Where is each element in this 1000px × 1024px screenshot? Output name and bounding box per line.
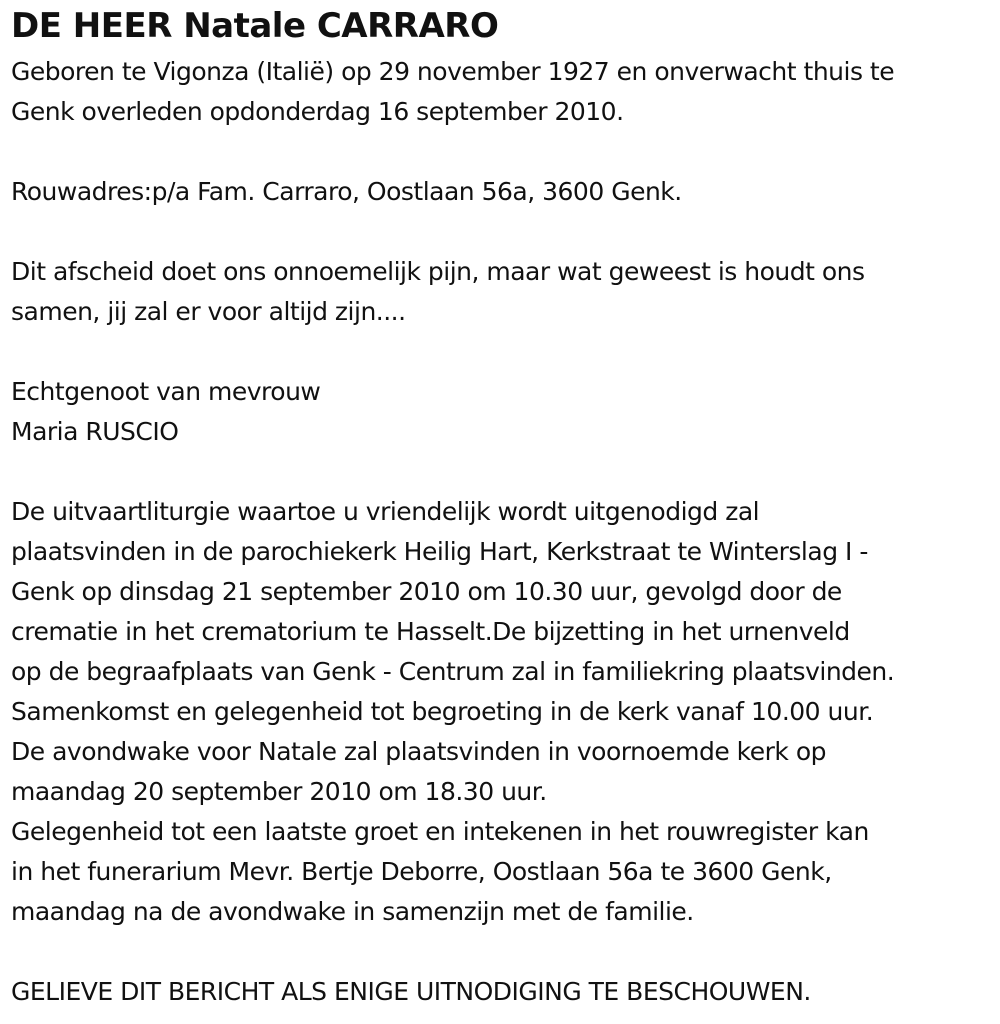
text-line: Rouwadres:p/a Fam. Carraro, Oostlaan 56a, 3600 Genk. [11,177,682,206]
mourning-address-paragraph [11,172,996,212]
funeral-details-paragraph [11,492,996,932]
text-line: in het funerarium Mevr. Bertje Deborre, Oostlaan 56a te 3600 Genk, [11,857,832,886]
closing-notice-paragraph [11,972,996,1012]
spouse-paragraph [11,372,996,452]
text-line: Maria RUSCIO [11,417,179,446]
text-line: De uitvaartliturgie waartoe u vriendelijk wordt uitgenodigd zal [11,497,760,526]
text-line: Geboren te Vigonza (Italië) op 29 november 1927 en onverwacht thuis te [11,57,895,86]
birth-death-paragraph [11,52,996,132]
text-line: Genk op dinsdag 21 september 2010 om 10.30 uur, gevolgd door de [11,577,842,606]
obituary-document [11,0,996,1012]
text-line: Genk overleden opdonderdag 16 september 2010. [11,97,624,126]
text-line: GELIEVE DIT BERICHT ALS ENIGE UITNODIGING TE BESCHOUWEN. [11,977,811,1006]
text-line: samen, jij zal er voor altijd zijn.... [11,297,406,326]
text-line: Samenkomst en gelegenheid tot begroeting in de kerk vanaf 10.00 uur. [11,697,874,726]
text-line: Gelegenheid tot een laatste groet en intekenen in het rouwregister kan [11,817,869,846]
farewell-quote-paragraph [11,252,996,332]
page-title: DE HEER Natale CARRARO [11,6,499,46]
text-line: maandag 20 september 2010 om 18.30 uur. [11,777,547,806]
text-line: De avondwake voor Natale zal plaatsvinden in voornoemde kerk op [11,737,827,766]
text-line: maandag na de avondwake in samenzijn met de familie. [11,897,694,926]
text-line: plaatsvinden in de parochiekerk Heilig Hart, Kerkstraat te Winterslag I - [11,537,868,566]
text-line: op de begraafplaats van Genk - Centrum zal in familiekring plaatsvinden. [11,657,895,686]
text-line: crematie in het crematorium te Hasselt.De bijzetting in het urnenveld [11,617,850,646]
text-line: Dit afscheid doet ons onnoemelijk pijn, maar wat geweest is houdt ons [11,257,865,286]
text-line: Echtgenoot van mevrouw [11,377,321,406]
